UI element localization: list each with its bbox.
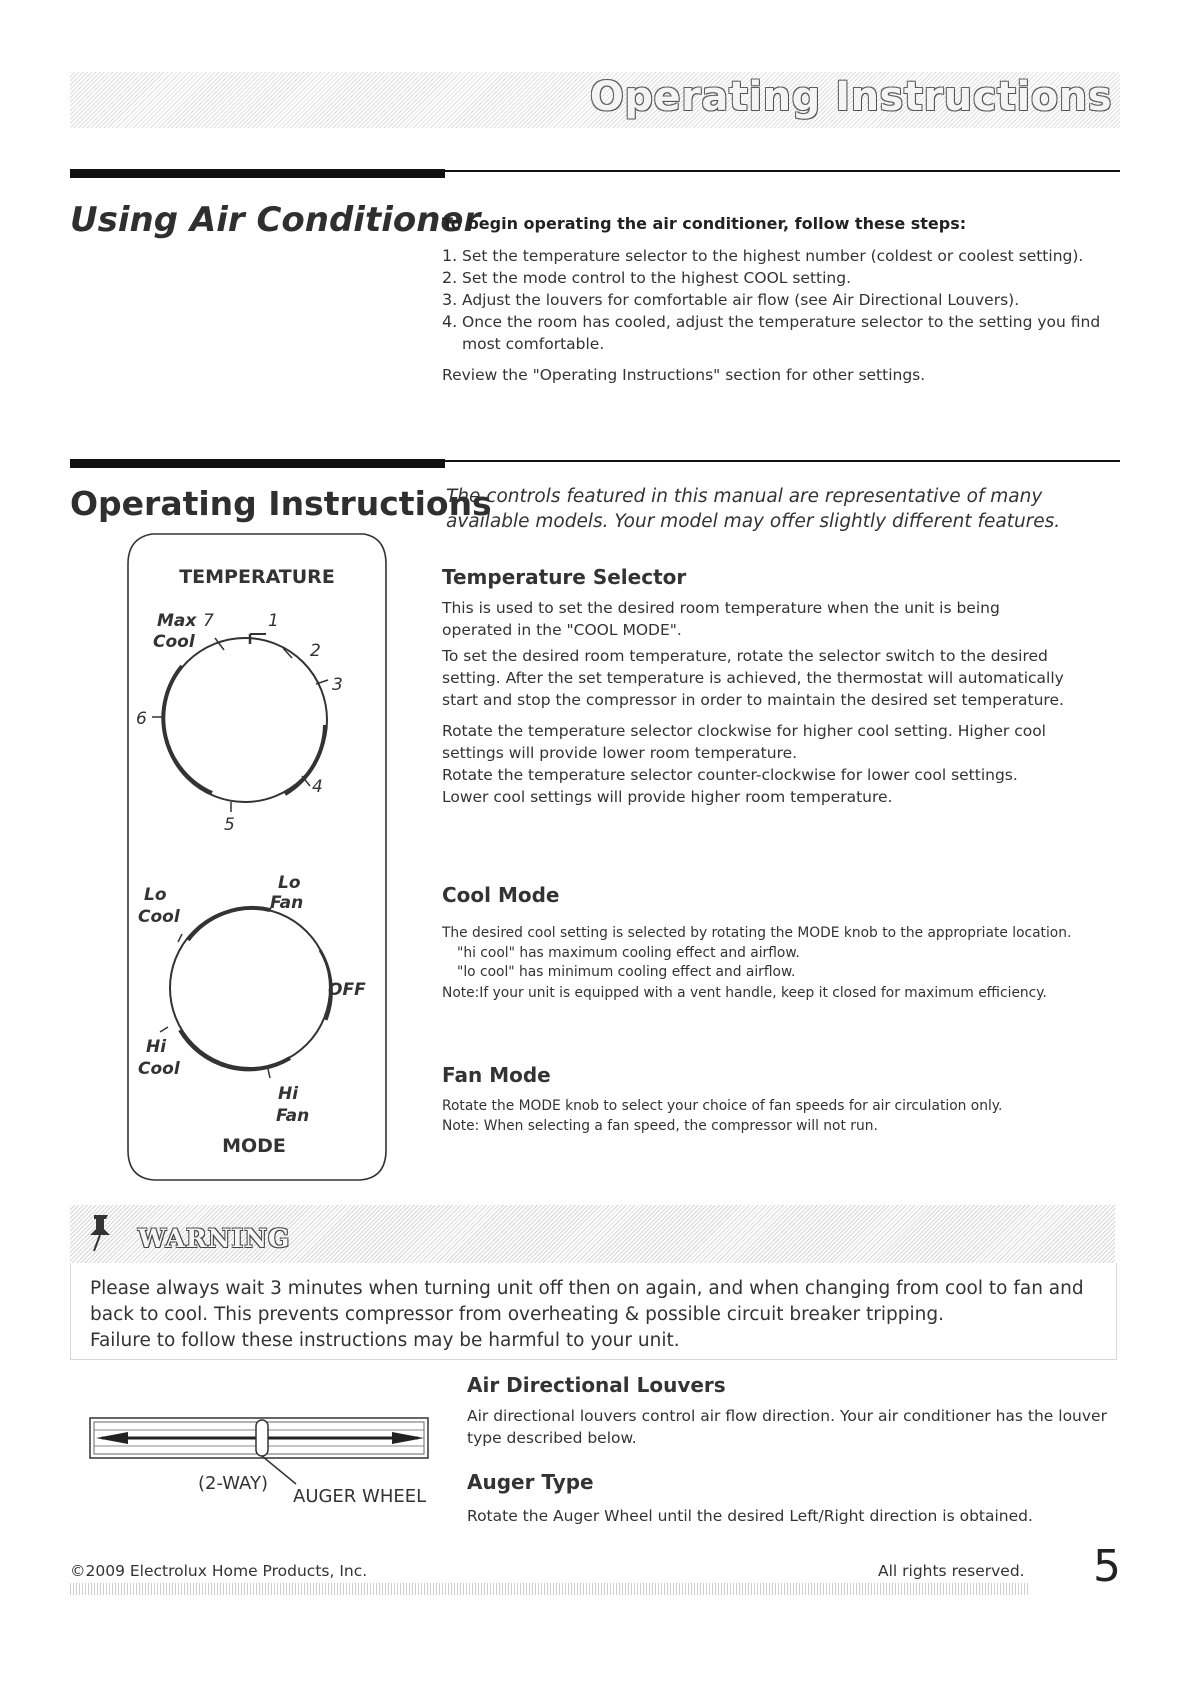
- section-rule-thin: [445, 170, 1120, 172]
- fan-mode-heading: Fan Mode: [442, 1063, 551, 1087]
- auger-type-heading: Auger Type: [467, 1470, 594, 1494]
- list-item: [442, 311, 1122, 355]
- list-item: [442, 267, 1122, 289]
- fan-mode-note: Note: When selecting a fan speed, the compressor will not run.: [442, 1118, 878, 1134]
- warning-pin-icon: [82, 1213, 118, 1253]
- steps-intro: To begin operating the air conditioner, follow these steps:: [442, 214, 967, 233]
- max-label: Max: [157, 611, 197, 631]
- off-label: OFF: [328, 980, 366, 1000]
- banner-title: Operating Instructions: [589, 74, 1112, 120]
- section-rule-thick: [70, 169, 445, 178]
- warning-line: Please always wait 3 minutes when turning unit off then on again, and when changing from cool to fan and back to cool. This prevents compressor from overheating & possible circuit breaker tripping.: [90, 1278, 1084, 1325]
- step-text: Adjust the louvers for comfortable air flow (see Air Directional Louvers).: [462, 291, 1020, 309]
- temperature-selector-p1: This is used to set the desired room temperature when the unit is being operated in the "COOL MODE".: [442, 599, 1000, 639]
- step-text: Set the temperature selector to the highest number (coldest or coolest setting).: [462, 247, 1084, 265]
- section-title-operating: Operating Instructions: [70, 484, 492, 523]
- cool-mode-p2: "hi cool" has maximum cooling effect and airflow.: [457, 945, 800, 961]
- two-way-label: (2-WAY): [198, 1473, 268, 1494]
- step-number: 2.: [442, 268, 458, 287]
- control-panel-illustration: [120, 530, 400, 1190]
- footer-band: [70, 1583, 1030, 1595]
- cool-mode-p3: "lo cool" has minimum cooling effect and airflow.: [457, 964, 796, 980]
- hi-fan-label: Hi: [278, 1084, 299, 1104]
- section-rule-thick: [70, 459, 445, 468]
- page-number: 5: [1093, 1541, 1121, 1592]
- review-note: Review the "Operating Instructions" section for other settings.: [442, 366, 926, 384]
- temp-number: 4: [312, 777, 323, 797]
- temp-number: 5: [224, 815, 235, 835]
- lo-cool-label: Cool: [138, 907, 180, 927]
- step-number: 4.: [442, 312, 458, 331]
- header-banner: [70, 72, 1120, 128]
- air-louvers-heading: Air Directional Louvers: [467, 1373, 726, 1397]
- mode-label: MODE: [222, 1135, 286, 1157]
- temp-number: 2: [310, 641, 321, 661]
- steps-list: [442, 245, 1122, 355]
- hi-cool-label: Cool: [138, 1059, 180, 1079]
- temp-number: 3: [332, 675, 343, 695]
- section-title-using-ac: Using Air Conditioner: [70, 200, 481, 240]
- temperature-selector-p2: To set the desired room temperature, rotate the selector switch to the desired setting. After the set temperature is achieved, the thermostat will automatically start and stop the compressor in order to maintain the desired set temperature.: [442, 647, 1064, 709]
- step-number: 3.: [442, 290, 458, 309]
- step-text: Set the mode control to the highest COOL setting.: [462, 269, 851, 287]
- auger-wheel-label: AUGER WHEEL: [293, 1486, 427, 1507]
- step-text: Once the room has cooled, adjust the temperature selector to the setting you find most comfortable.: [462, 313, 1101, 353]
- cool-mode-p1: The desired cool setting is selected by rotating the MODE knob to the appropriate location.: [442, 925, 1072, 941]
- step-number: 1.: [442, 246, 458, 265]
- lo-fan-label: Fan: [270, 893, 304, 913]
- fan-mode-p1: Rotate the MODE knob to select your choice of fan speeds for air circulation only.: [442, 1098, 1003, 1114]
- cool-label: Cool: [153, 632, 195, 652]
- temperature-selector-heading: Temperature Selector: [442, 565, 687, 589]
- warning-title: WARNING: [138, 1224, 291, 1253]
- copyright: ©2009 Electrolux Home Products, Inc.: [70, 1562, 368, 1580]
- cool-mode-heading: Cool Mode: [442, 883, 560, 907]
- list-item: [442, 245, 1122, 267]
- temp-number: 1: [268, 611, 279, 631]
- warning-text: [90, 1276, 1110, 1354]
- rights-reserved: All rights reserved.: [878, 1562, 1025, 1580]
- list-item: [442, 289, 1122, 311]
- lo-fan-label: Lo: [278, 873, 301, 893]
- temp-number: 6: [136, 709, 147, 729]
- temperature-label: TEMPERATURE: [179, 566, 335, 588]
- temperature-selector-p3: Rotate the temperature selector clockwise for higher cool setting. Higher cool settings will provide lower room temperature.: [442, 722, 1046, 762]
- hi-fan-label: Fan: [276, 1106, 310, 1126]
- temperature-selector-p4: Rotate the temperature selector counter-clockwise for lower cool settings.: [442, 766, 1018, 784]
- lo-cool-label: Lo: [144, 885, 167, 905]
- warning-line: Failure to follow these instructions may be harmful to your unit.: [90, 1330, 680, 1351]
- auger-type-text: Rotate the Auger Wheel until the desired Left/Right direction is obtained.: [467, 1507, 1033, 1525]
- models-note: The controls featured in this manual are representative of many available models. Your model may offer slightly different features.: [446, 486, 1061, 532]
- hi-cool-label: Hi: [146, 1037, 167, 1057]
- temp-number: 7: [203, 611, 214, 631]
- cool-mode-note: Note:If your unit is equipped with a vent handle, keep it closed for maximum efficiency.: [442, 985, 1047, 1001]
- section-rule-thin: [445, 460, 1120, 462]
- air-louvers-text: Air directional louvers control air flow direction. Your air conditioner has the louver type described below.: [467, 1407, 1107, 1447]
- temperature-selector-p5: Lower cool settings will provide higher room temperature.: [442, 788, 893, 806]
